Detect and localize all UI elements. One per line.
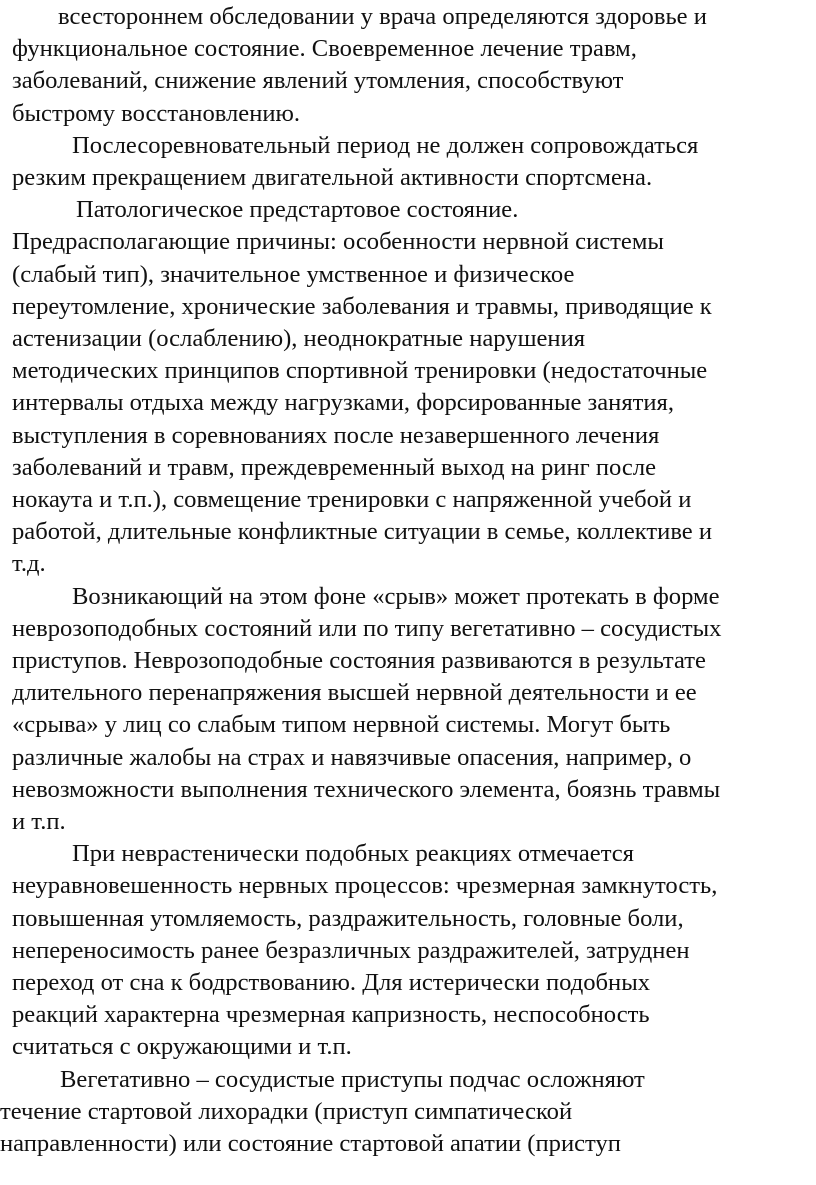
text-line: непереносимость ранее безразличных раздражителей, затруднен [12, 937, 690, 964]
text-line: методических принципов спортивной тренировки (недостаточные [12, 357, 708, 384]
text-line: неврозоподобных состояний или по типу вегетативно – сосудистых [12, 615, 722, 642]
text-line: длительного перенапряжения высшей нервной деятельности и ее [12, 679, 697, 706]
text-line: т.д. [12, 550, 46, 577]
text-line: Вегетативно – сосудистые приступы подчас осложняют [60, 1066, 645, 1093]
text-line: различные жалобы на страх и навязчивые опасения, например, о [12, 744, 692, 771]
text-line: переход от сна к бодрствованию. Для истерически подобных [12, 969, 651, 996]
text-line: считаться с окружающими и т.п. [12, 1033, 352, 1060]
text-line: быстрому восстановлению. [12, 100, 301, 127]
text-line: При неврастенически подобных реакциях отмечается [72, 840, 634, 867]
text-line: направленности) или состояние стартовой апатии (приступ [0, 1130, 621, 1157]
text-line: работой, длительные конфликтные ситуации в семье, коллективе и [12, 518, 713, 545]
text-line: нокаута и т.п.), совмещение тренировки с напряженной учебой и [12, 486, 692, 513]
text-line: повышенная утомляемость, раздражительность, головные боли, [12, 905, 684, 932]
text-line: (слабый тип), значительное умственное и физическое [12, 261, 575, 288]
text-line: Патологическое предстартовое состояние. [76, 196, 519, 223]
text-line: заболеваний и травм, преждевременный выход на ринг после [12, 454, 657, 481]
text-line: Возникающий на этом фоне «срыв» может протекать в форме [72, 583, 720, 610]
text-line: реакций характерна чрезмерная капризность, неспособность [12, 1001, 650, 1028]
text-line: выступления в соревнованиях после незавершенного лечения [12, 422, 660, 449]
text-line: Предрасполагающие причины: особенности нервной системы [12, 228, 664, 255]
text-line: резким прекращением двигательной активности спортсмена. [12, 164, 653, 191]
text-line: и т.п. [12, 808, 66, 835]
text-line: «срыва» у лиц со слабым типом нервной системы. Могут быть [12, 711, 671, 738]
text-line: переутомление, хронические заболевания и травмы, приводящие к [12, 293, 712, 320]
text-line: течение стартовой лихорадки (приступ симпатической [0, 1098, 573, 1125]
text-line: интервалы отдыха между нагрузками, форсированные занятия, [12, 389, 675, 416]
text-line: астенизации (ослаблению), неоднократные нарушения [12, 325, 586, 352]
text-line: невозможности выполнения технического элемента, боязнь травмы [12, 776, 721, 803]
text-line: всестороннем обследовании у врача определяются здоровье и [58, 3, 707, 30]
text-line: заболеваний, снижение явлений утомления, способствуют [12, 67, 624, 94]
text-line: Послесоревновательный период не должен сопровождаться [72, 132, 699, 159]
text-line: функциональное состояние. Своевременное лечение травм, [12, 35, 637, 62]
text-line: неуравновешенность нервных процессов: чрезмерная замкнутость, [12, 872, 718, 899]
text-line: приступов. Неврозоподобные состояния развиваются в результате [12, 647, 706, 674]
